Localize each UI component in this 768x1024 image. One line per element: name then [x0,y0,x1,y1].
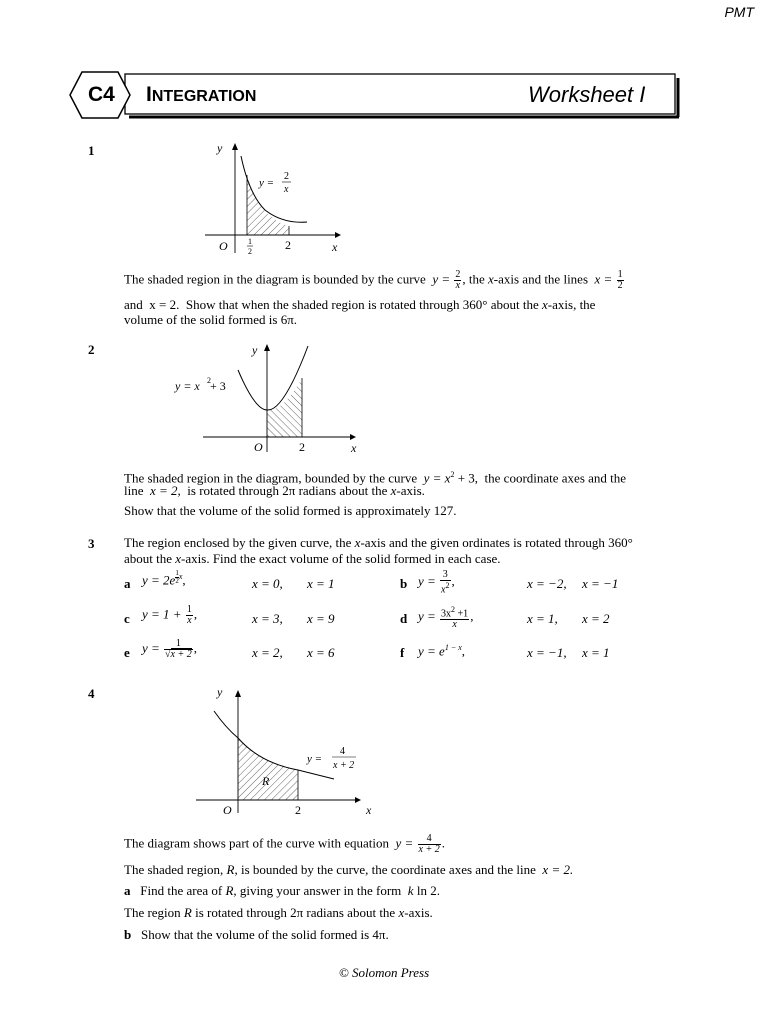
q1-tick-half-d: 2 [248,247,252,256]
q3-part-d-label: d [400,611,408,626]
q4-x-axis-label: x [366,803,372,817]
worksheet-label: Worksheet I [528,82,646,107]
q3-part-c-label: c [124,611,130,626]
q4-text-line1: The diagram shows part of the curve with equation y = $\frac{4}{x + 2}$ . [124,833,445,855]
q1-curve-d: x [284,184,289,195]
footer-copyright: © Solomon Press [338,965,430,980]
q2-text-line1: The shaded region in the diagram, bounded by the curve $y = x^2 + 3$, the coordinate axes and the [124,470,627,486]
q4-graph [190,683,385,820]
q1-tick-two: 2 [285,238,291,252]
q1-tick-half-n: 1 [248,237,252,246]
q3-part-d-equation: y = $\frac{3x^2 +1}{x}$ , [418,605,474,631]
q2-curve-rest: + 3 [210,379,226,393]
q3-part-d-x2: x = 2 [582,611,610,626]
q4-tick-two: 2 [295,803,301,817]
q2-x-axis-label: x [351,441,357,455]
q3-part-f-x2: x = 1 [582,645,610,660]
q3-text-line2: about the x-axis. Find the exact volume of the solid formed in each case. [124,551,501,566]
question-number-2: 2 [88,342,95,357]
q2-tick-two: 2 [299,440,305,454]
q3-text-line1: The region enclosed by the given curve, the x-axis and the given ordinates is rotated through 360° [124,535,633,550]
q3-part-a-x1: x = 0, [252,576,283,591]
q1-y-axis-label: y [217,141,223,155]
q3-part-a-equation: y = 2e $\frac{1}{2}$ $^x$, [142,569,186,588]
question-number-4: 4 [88,686,95,701]
q1-curve-n: 2 [284,171,289,182]
question-number-3: 3 [88,536,95,551]
q1-origin-label: O [219,239,228,253]
q3-part-f-label: f [400,645,405,660]
question-number-1: 1 [88,143,95,158]
q2-graph [170,338,370,460]
q3-part-c-equation: y = 1 + $\frac{1}{x}$ , [142,604,198,626]
q1-graph [195,138,355,258]
q3-part-b-x2: x = −1 [582,576,619,591]
chapter-badge: C4 [88,83,115,106]
q2-y-axis-label: y [252,343,258,357]
q2-text-line2: line x = 2, is rotated through 2π radians about the x-axis. [124,483,425,498]
q3-part-e-equation: y = $\frac{1}{√x + 2}$ , [142,638,197,660]
q3-part-b-x1: x = −2, [527,576,567,591]
q4-y-axis-label: y [217,685,223,699]
q4-text-line4: The region R is rotated through 2π radians about the x-axis. [124,905,433,920]
q4-part-a: a Find the area of R, giving your answer in the form k ln 2. [124,883,440,898]
q3-part-b-label: b [400,576,408,591]
q4-curve-lhs: y = [307,753,323,765]
q1-text-line3: volume of the solid formed is 6π. [124,312,298,327]
q3-part-b-equation: y = $\frac{3}{x^2}$ , [418,569,455,596]
q4-curve-n: 4 [340,746,345,757]
q2-origin-label: O [254,440,263,454]
q3-part-f-equation: $y = e^{1 - x}$, [418,643,466,659]
q4-text-line2: The shaded region, R, is bounded by the curve, the coordinate axes and the line x = 2. [124,862,574,877]
q3-part-e-x1: x = 2, [252,645,283,660]
q1-text-line1: The shaded region in the diagram is bounded by the curve y = $\frac{2}{x}$ , the x-axis and the lines x = $\frac{1}{2}$ [124,269,623,291]
q1-x-axis-label: x [332,240,338,254]
q2-curve-exp: 2 [207,376,211,385]
q3-part-c-x2: x = 9 [307,611,335,626]
q3-part-c-x1: x = 3, [252,611,283,626]
q4-region-label: R [262,774,270,788]
q2-text-line3: Show that the volume of the solid formed is approximately 127. [124,503,457,518]
q4-curve-d: x + 2 [333,760,355,771]
q4-origin-label: O [223,803,232,817]
page-title: INTEGRATION [146,83,257,106]
q3-part-a-x2: x = 1 [307,576,335,591]
q3-part-a-label: a [124,576,131,591]
q3-part-e-label: e [124,645,130,660]
q2-curve-label: y = x [175,379,200,393]
q4-part-b: b Show that the volume of the solid formed is 4π. [124,927,389,942]
q1-text-line2: and x = 2. Show that when the shaded region is rotated through 360° about the x-axis, the [124,297,596,312]
q1-curve-lhs: y = [259,177,275,189]
q3-part-e-x2: x = 6 [307,645,335,660]
q3-part-f-x1: x = −1, [527,645,567,660]
q3-part-d-x1: x = 1, [527,611,558,626]
corner-label: PMT [724,4,754,20]
